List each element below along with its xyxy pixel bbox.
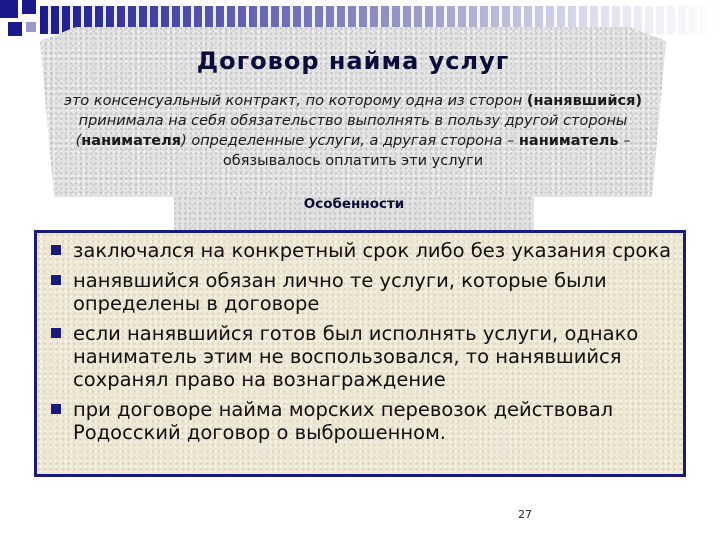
deco-square [26, 22, 36, 32]
list-item-text: заключался на конкретный срок либо без указания срока [73, 239, 672, 262]
definition-banner [40, 27, 666, 237]
deco-square [8, 22, 22, 36]
deco-square [0, 0, 18, 18]
features-heading: Особенности [303, 196, 405, 212]
list-item-text: нанявшийся обязан лично те услуги, которые были определены в договоре [73, 269, 607, 315]
list-item [49, 269, 673, 315]
list-item [49, 322, 673, 391]
square-bullet-icon [51, 275, 61, 285]
page-number: 27 [518, 508, 532, 521]
definition-text [60, 91, 646, 171]
definition-part: ) определенные услуги, а другая сторона – [181, 133, 519, 149]
definition-term: нанимателя [81, 133, 182, 149]
features-list [37, 233, 683, 444]
features-box [34, 230, 686, 477]
list-item-text: при договоре найма морских перевозок действовал Родосский договор о выброшенном. [73, 398, 614, 444]
definition-term: наниматель [518, 133, 619, 149]
list-item [49, 398, 673, 444]
list-item-text: если нанявшийся готов был исполнять услуги, однако наниматель этим не воспользовался, то нанявшийся сохранял право на вознаграждение [73, 322, 639, 391]
definition-part: принимала на себя обязательство выполнять в пользу другой стороны ( [75, 113, 628, 149]
definition-part: это консенсуальный контракт, по которому одна из сторон [63, 93, 523, 109]
deco-square [22, 0, 36, 14]
definition-term: (нанявшийся) [526, 93, 643, 109]
list-item [49, 239, 673, 262]
square-bullet-icon [51, 245, 61, 255]
square-bullet-icon [51, 404, 61, 414]
slide-title: Договор найма услуг [196, 47, 510, 75]
definition-part: – обязывалось оплатить эти услуги [222, 133, 631, 169]
square-bullet-icon [51, 328, 61, 338]
